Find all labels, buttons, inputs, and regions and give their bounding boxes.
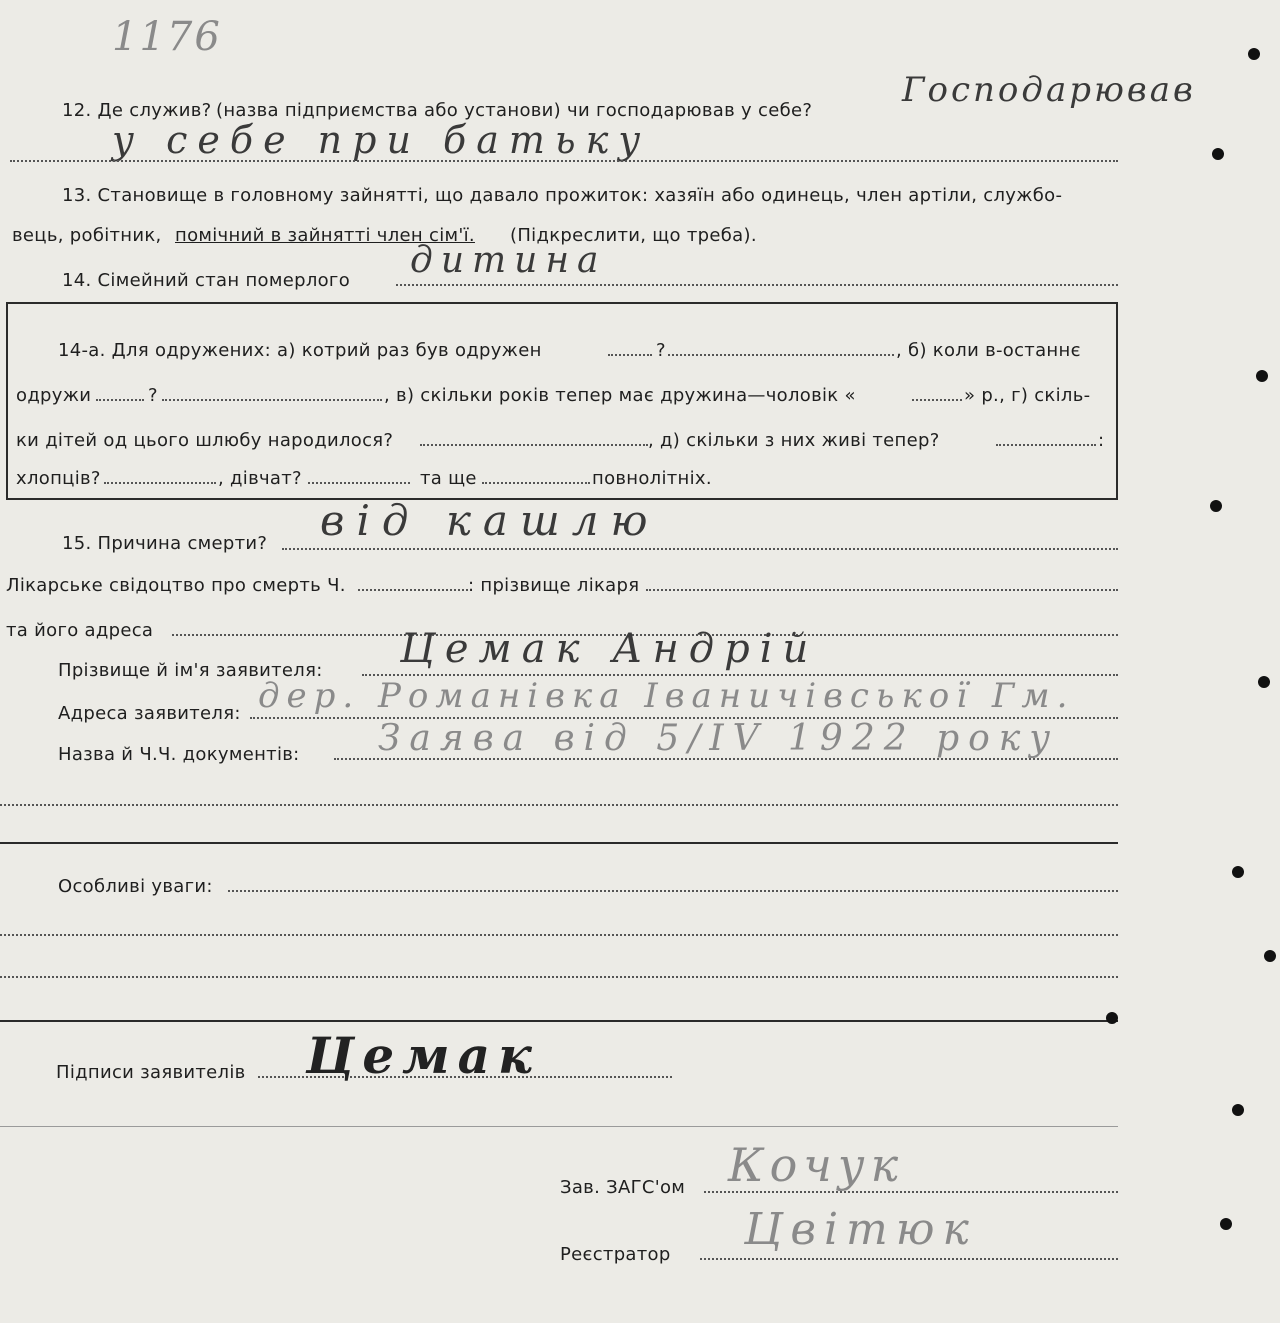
q14a-line4-a: хлопців? bbox=[16, 468, 101, 489]
medical-label-a: Лікарське свідоцтво про смерть Ч. bbox=[6, 575, 346, 596]
binding-hole bbox=[1106, 1012, 1118, 1024]
q15-dotline bbox=[282, 548, 1118, 550]
binding-hole bbox=[1212, 148, 1224, 160]
notes-dotline-1 bbox=[228, 890, 1118, 892]
q14a-dotline-1a bbox=[608, 354, 652, 356]
registrar-signature: Цвітюк bbox=[744, 1204, 977, 1255]
q15-answer: від кашлю bbox=[320, 496, 660, 545]
applicant-address-value: дер. Романівка Іваничівської Гм. bbox=[258, 676, 1075, 716]
q14a-dotline-3b bbox=[996, 444, 1096, 446]
binding-hole bbox=[1258, 676, 1270, 688]
binding-hole bbox=[1256, 370, 1268, 382]
archive-mark: 1176 bbox=[112, 14, 222, 60]
section-rule-1 bbox=[0, 842, 1118, 844]
q14a-dotline-2c bbox=[912, 399, 962, 401]
applicant-signature: Цемак bbox=[306, 1026, 540, 1085]
notes-dotline-2 bbox=[0, 934, 1118, 936]
q14-dotline bbox=[396, 284, 1118, 286]
q14a-line4-b: , дівчат? bbox=[218, 468, 302, 489]
medical-dotline-a bbox=[358, 589, 468, 591]
q13-line2-underlined: помічний в зайнятті член сім'ї. bbox=[175, 225, 475, 246]
binding-hole bbox=[1210, 500, 1222, 512]
q14a-dotline-4b bbox=[308, 482, 410, 484]
q14a-line2-b: ? bbox=[148, 385, 158, 406]
q14a-dotline-4c bbox=[482, 482, 590, 484]
applicant-name-value: Цемак Андрій bbox=[400, 626, 819, 672]
q14-answer: дитина bbox=[410, 240, 607, 281]
notes-dotline-3 bbox=[0, 976, 1118, 978]
q14a-dotline-3a bbox=[420, 444, 648, 446]
applicant-address-label: Адреса заявителя: bbox=[58, 703, 241, 724]
section-rule-3 bbox=[0, 1126, 1118, 1127]
q13-line1: 13. Становище в головному зайнятті, що давало прожиток: хазяїн або одинець, член артіли, службо- bbox=[62, 185, 1063, 206]
q15-label: 15. Причина смерти? bbox=[62, 533, 268, 554]
q12-answer-dotline bbox=[10, 160, 1118, 162]
binding-hole bbox=[1232, 866, 1244, 878]
q14a-dotline-2a bbox=[96, 399, 144, 401]
q14a-line2-a: одружи bbox=[16, 385, 92, 406]
head-signature-label: Зав. ЗАГС'ом bbox=[560, 1177, 686, 1198]
q13-line2-a: вець, робітник, bbox=[12, 225, 162, 246]
binding-hole bbox=[1232, 1104, 1244, 1116]
applicant-name-label: Прізвище й ім'я заявителя: bbox=[58, 660, 323, 681]
q12-answer-line1: Господарював bbox=[902, 70, 1196, 110]
applicant-docs-value: Заява від 5/IV 1922 року bbox=[378, 718, 1060, 759]
q14a-dotline-4a bbox=[104, 482, 216, 484]
q14a-dotline-1b bbox=[668, 354, 894, 356]
q14a-line4-c: та ще bbox=[420, 468, 477, 489]
q14a-line3-c: : bbox=[1098, 430, 1105, 451]
q14a-line1-c: , б) коли в-останнє bbox=[896, 340, 1081, 361]
head-signature: Кочук bbox=[728, 1138, 905, 1192]
q14a-line1-b: ? bbox=[656, 340, 666, 361]
q12-label-b: (назва підприємства або установи) чи господарював у себе? bbox=[216, 100, 813, 121]
q13-line2-c: (Підкреслити, що треба). bbox=[510, 225, 757, 246]
registrar-signature-label: Реєстратор bbox=[560, 1244, 671, 1265]
section-rule-2 bbox=[0, 1020, 1118, 1022]
binding-hole bbox=[1220, 1218, 1232, 1230]
q14a-line2-d: » р., г) скіль- bbox=[964, 385, 1091, 406]
medical-address-label: та його адреса bbox=[6, 620, 154, 641]
registrar-signature-dotline bbox=[700, 1258, 1118, 1260]
q14a-line1-a: 14-а. Для одружених: а) котрий раз був одружен bbox=[58, 340, 542, 361]
medical-label-b: : прізвище лікаря bbox=[468, 575, 640, 596]
q14a-line2-c: , в) скільки років тепер має дружина—чоловік « bbox=[384, 385, 856, 406]
blank-dotline-1 bbox=[0, 804, 1118, 806]
q14a-line3-b: , д) скільки з них живі тепер? bbox=[648, 430, 940, 451]
notes-label: Особливі уваги: bbox=[58, 876, 213, 897]
q14a-line3-a: ки дітей од цього шлюбу народилося? bbox=[16, 430, 394, 451]
q14-label: 14. Сімейний стан померлого bbox=[62, 270, 351, 291]
q14a-line4-d: повнолітніх. bbox=[592, 468, 712, 489]
binding-hole bbox=[1264, 950, 1276, 962]
medical-dotline-b bbox=[646, 589, 1118, 591]
applicant-signature-label: Підписи заявителів bbox=[56, 1062, 246, 1083]
q12-answer-line2: у себе при батьку bbox=[112, 118, 651, 162]
q14a-dotline-2b bbox=[162, 399, 382, 401]
q12-label-a: 12. Де служив? bbox=[62, 100, 212, 121]
applicant-docs-label: Назва й Ч.Ч. документів: bbox=[58, 744, 300, 765]
binding-hole bbox=[1248, 48, 1260, 60]
